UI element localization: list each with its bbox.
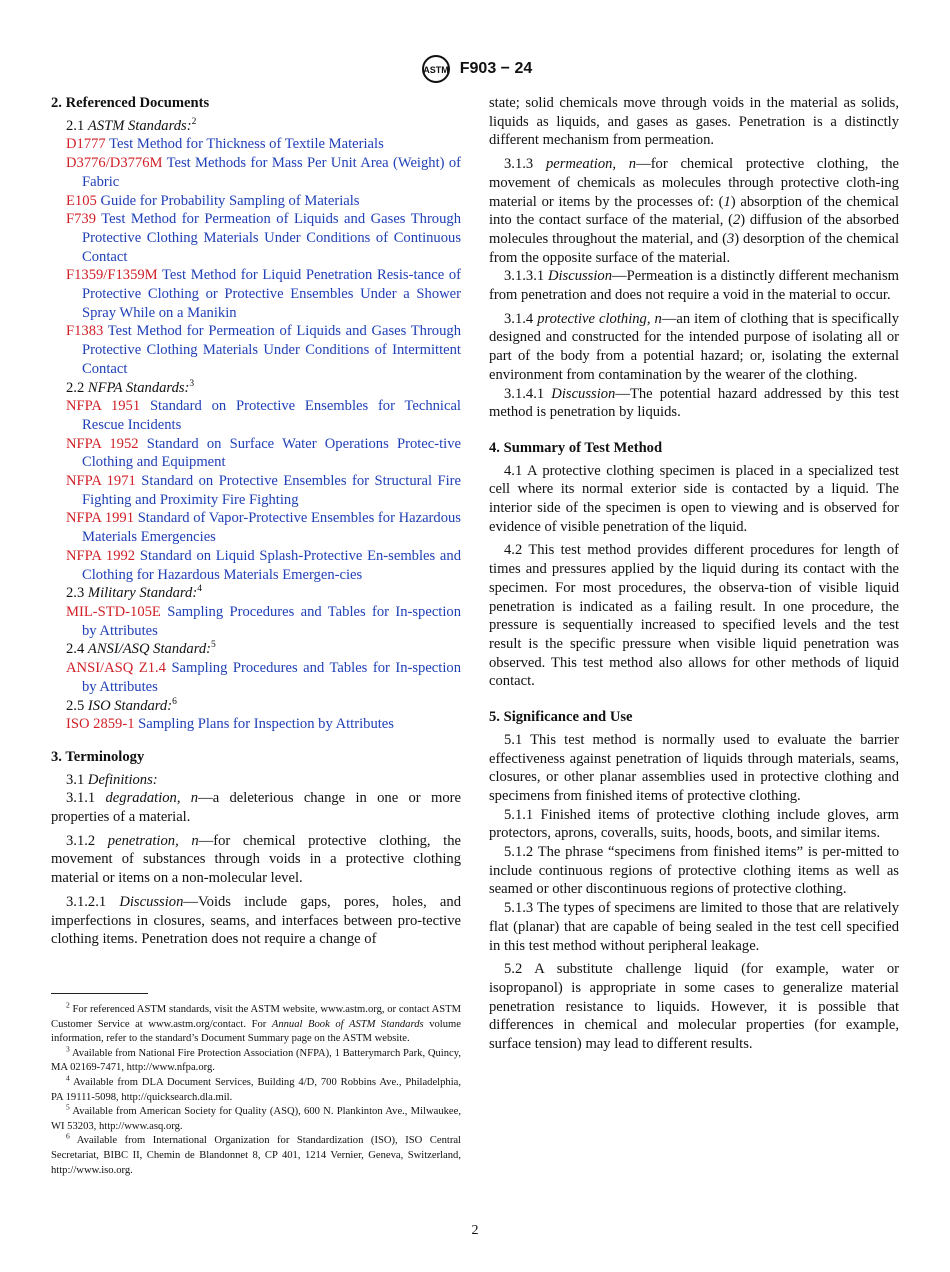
reference-entry [51, 547, 461, 584]
right-column [489, 94, 899, 1054]
paragraph-3-1-1: 3.1.1 degradation, n—a deleterious change in one or more properties of a material. [51, 790, 461, 826]
paragraph-3-1-3: 3.1.3 permeation, n—for chemical protective clothing, the movement of chemicals as molecules through protective cloth-ing material or items by the processes of: (1) absorption of the chemical into the contact surface of the material, (2) diffusion of the absorbed molecules throughout the material, and (3) desorption of the chemical from the opposite surface of the material. [489, 156, 900, 266]
subsection-2-2: 2.2 NFPA Standards:$^3$ [66, 378, 195, 396]
paragraph-3-1-4: 3.1.4 protective clothing, n—an item of clothing that is specifically designed and constructed for the intended purpose of isolating all or part of the body from a potential hazard; or, isolating the external environment from contamination by the wearer of the clothing. [489, 310, 899, 383]
page-header [0, 54, 950, 84]
paragraph-5-1-3: 5.1.3 The types of specimens are limited to those that are relatively flat (planar) that are capable of being sealed in the test cell specified in this test method without peripheral leakage. [489, 900, 899, 954]
reference-title-link[interactable]: Sampling Procedures and Tables for In-spection by Attributes [82, 603, 461, 639]
subsection-2-5: 2.5 ISO Standard:$^6$ [66, 696, 177, 714]
reference-title-link[interactable]: Standard on Surface Water Operations Protec-tive Clothing and Equipment [82, 435, 461, 471]
reference-title-link[interactable]: Sampling Procedures and Tables for In-spection by Attributes [82, 660, 461, 695]
footnote-6: $^6$ Available from International Organization for Standardization (ISO), ISO Central Secretariat, BIBC II, Chemin de Blandonnet 8, CP 401, 1214 Vernier, Geneva, Switzerland, http://www.iso.org. [51, 1131, 461, 1176]
logo-text: ASTM [423, 65, 449, 75]
reference-entry [51, 435, 461, 472]
reference-title-link[interactable]: Test Method for Permeation of Liquids and Gases Through Protective Clothing Materials Under Conditions of Continuous Contact [82, 211, 461, 265]
reference-entry [51, 266, 461, 322]
subsection-2-4: 2.4 ANSI/ASQ Standard:$^5$ [66, 640, 216, 658]
astm-reference-list [51, 135, 461, 378]
reference-code-link[interactable]: NFPA 1992 [66, 547, 136, 564]
paragraph-3-1-4-1: 3.1.4.1 Discussion—The potential hazard addressed by this test method is penetration by liquids. [489, 385, 899, 421]
reference-title-link[interactable]: Sampling Plans for Inspection by Attributes [138, 716, 394, 733]
reference-code-link[interactable]: MIL-STD-105E [66, 603, 161, 620]
reference-title-link[interactable]: Guide for Probability Sampling of Materials [100, 192, 360, 209]
reference-title-link[interactable]: Standard on Liquid Splash-Protective En-sembles and Clothing for Hazardous Materials Emergen-cies [82, 547, 461, 583]
section-4-heading: 4. Summary of Test Method [489, 439, 663, 456]
footnotes [51, 1000, 462, 1178]
page-number: 2 [471, 1223, 479, 1238]
reference-code-link[interactable]: E105 [66, 192, 97, 209]
reference-entry [51, 192, 461, 211]
reference-code-link[interactable]: NFPA 1952 [66, 435, 139, 452]
paragraph-5-1: 5.1 This test method is normally used to evaluate the barrier effectiveness against penetration of liquids through materials, seams, closures, or other planar assemblies used in protective clothing and specimens from finished items of protective clothing. [489, 731, 899, 804]
reference-code-link[interactable]: ANSI/ASQ Z1.4 [66, 660, 166, 677]
reference-entry [51, 135, 461, 154]
reference-title-link[interactable]: Standard of Vapor-Protective Ensembles for Hazardous Materials Emergencies [82, 510, 461, 546]
reference-entry [51, 154, 461, 191]
reference-code-link[interactable]: NFPA 1991 [66, 510, 135, 527]
section-2-heading: 2. Referenced Documents [51, 95, 210, 111]
section-3-heading: 3. Terminology [51, 748, 145, 765]
footnote-divider [51, 993, 148, 994]
reference-title-link[interactable]: Test Method for Thickness of Textile Materials [109, 136, 384, 153]
reference-title-link[interactable]: Standard on Protective Ensembles for Technical Rescue Incidents [82, 398, 461, 433]
footnote-2: $^2$ For referenced ASTM standards, visit the ASTM website, www.astm.org, or contact ASTM Customer Service at www.astm.org/contact. For Annual Book of ASTM Standards volume information, refer to the standard’s Document Summary page on the ASTM website. [51, 1000, 462, 1045]
designation: F903 − 24 [459, 59, 533, 77]
footnote-4: $^4$ Available from DLA Document Services, Building 4/D, 700 Robbins Ave., Philadelphia, PA 19111-5098, http://quicksearch.dla.mil. [51, 1073, 461, 1103]
paragraph-4-1: 4.1 A protective clothing specimen is placed in a specialized test cell where its normal exterior side is contacted by a liquid. The interior side of the specimen is open to viewing and is observed for evidence of visible penetration of the liquid. [489, 462, 899, 535]
reference-entry [51, 397, 461, 434]
footnote-5: $^5$ Available from American Society for Quality (ASQ), 600 N. Plankinton Ave., Milwaukee, WI 53203, http://www.asq.org. [51, 1102, 461, 1132]
ansi-reference-list [51, 659, 461, 696]
subsection-2-1: 2.1 ASTM Standards:$^2$ [66, 116, 197, 134]
reference-code-link[interactable]: NFPA 1951 [66, 398, 141, 415]
reference-code-link[interactable]: D1777 [66, 136, 106, 153]
iso-reference-list [51, 715, 461, 734]
reference-entry [51, 659, 461, 696]
paragraph-5-1-1: 5.1.1 Finished items of protective clothing include gloves, arm protectors, aprons, coveralls, suits, hoods, boots, and similar items. [489, 806, 899, 842]
astm-logo-icon [418, 54, 454, 84]
paragraph-5-2: 5.2 A substitute challenge liquid (for example, water or isopropanol) is appropriate in some cases to generalize material penetration resistance to liquids. However, it is possible that differences in chemical and molecular properties (for example, surface tension) may lead to different results. [489, 961, 899, 1053]
paragraph-5-1-2: 5.1.2 The phrase “specimens from finished items” is per-mitted to include continuous regions of protective clothing items as well as seamed or other discontinuous regions of protective clothing. [489, 844, 899, 898]
subsection-2-3: 2.3 Military Standard:$^4$ [66, 584, 202, 602]
paragraph-3-1-2-1-continued: state; solid chemicals move through voids in the material as solids, liquids as liquids, and gases as gases. Penetration is a distinctly different mechanism from permeation. [489, 95, 899, 149]
reference-entry [51, 509, 461, 546]
paragraph-3-1-3-1: 3.1.3.1 Discussion—Permeation is a distinctly different mechanism from penetration and does not require a void in the material to occur. [489, 268, 899, 304]
left-column [51, 94, 461, 949]
reference-code-link[interactable]: F1383 [66, 323, 104, 340]
reference-title-link[interactable]: Test Methods for Mass Per Unit Area (Weight) of Fabric [82, 155, 461, 190]
reference-entry [51, 472, 461, 509]
reference-entry [51, 322, 461, 378]
reference-code-link[interactable]: NFPA 1971 [66, 473, 136, 490]
reference-title-link[interactable]: Standard on Protective Ensembles for Structural Fire Fighting and Proximity Fire Fighting [82, 473, 461, 508]
reference-title-link[interactable]: Test Method for Liquid Penetration Resis-tance of Protective Clothing or Protective Ensembles Under a Shower Spray While on a Manikin [82, 267, 461, 321]
reference-code-link[interactable]: D3776/D3776M [66, 155, 163, 172]
paragraph-3-1: 3.1 Definitions: [66, 771, 158, 788]
paragraph-3-1-2-1: 3.1.2.1 Discussion—Voids include gaps, pores, holes, and imperfections in closures, seams, and interfaces between pro-tective clothing items. Penetration does not require a change of [51, 893, 461, 948]
military-reference-list [51, 603, 461, 640]
nfpa-reference-list [51, 397, 461, 584]
reference-code-link[interactable]: F739 [66, 211, 97, 228]
reference-entry [51, 603, 461, 640]
paragraph-3-1-2: 3.1.2 penetration, n—for chemical protective clothing, the movement of substances through voids in a protective clothing material or items on a non-molecular level. [51, 832, 461, 887]
reference-entry [51, 715, 461, 734]
footnote-3: $^3$ Available from National Fire Protection Association (NFPA), 1 Batterymarch Park, Quincy, MA 02169-7471, http://www.nfpa.org. [51, 1044, 461, 1074]
reference-title-link[interactable]: Test Method for Permeation of Liquids and Gases Through Protective Clothing Materials Under Conditions of Intermittent Contact [82, 323, 461, 377]
reference-entry [51, 210, 461, 266]
paragraph-4-2: 4.2 This test method provides different procedures for length of times and pressures applied by the liquid during its contact with the specimen. For most procedures, the observa-tion of visible liquid penetration is indicated as a failing result. In one procedure, the pressure is sequentially increased to specified levels and the test result is the specific pressure when visible liquid penetration was observed. This test method also allows for other methods of liquid contact. [489, 542, 899, 690]
reference-code-link[interactable]: ISO 2859-1 [66, 716, 135, 733]
reference-code-link[interactable]: F1359/F1359M [66, 267, 158, 284]
section-5-heading: 5. Significance and Use [489, 709, 633, 726]
